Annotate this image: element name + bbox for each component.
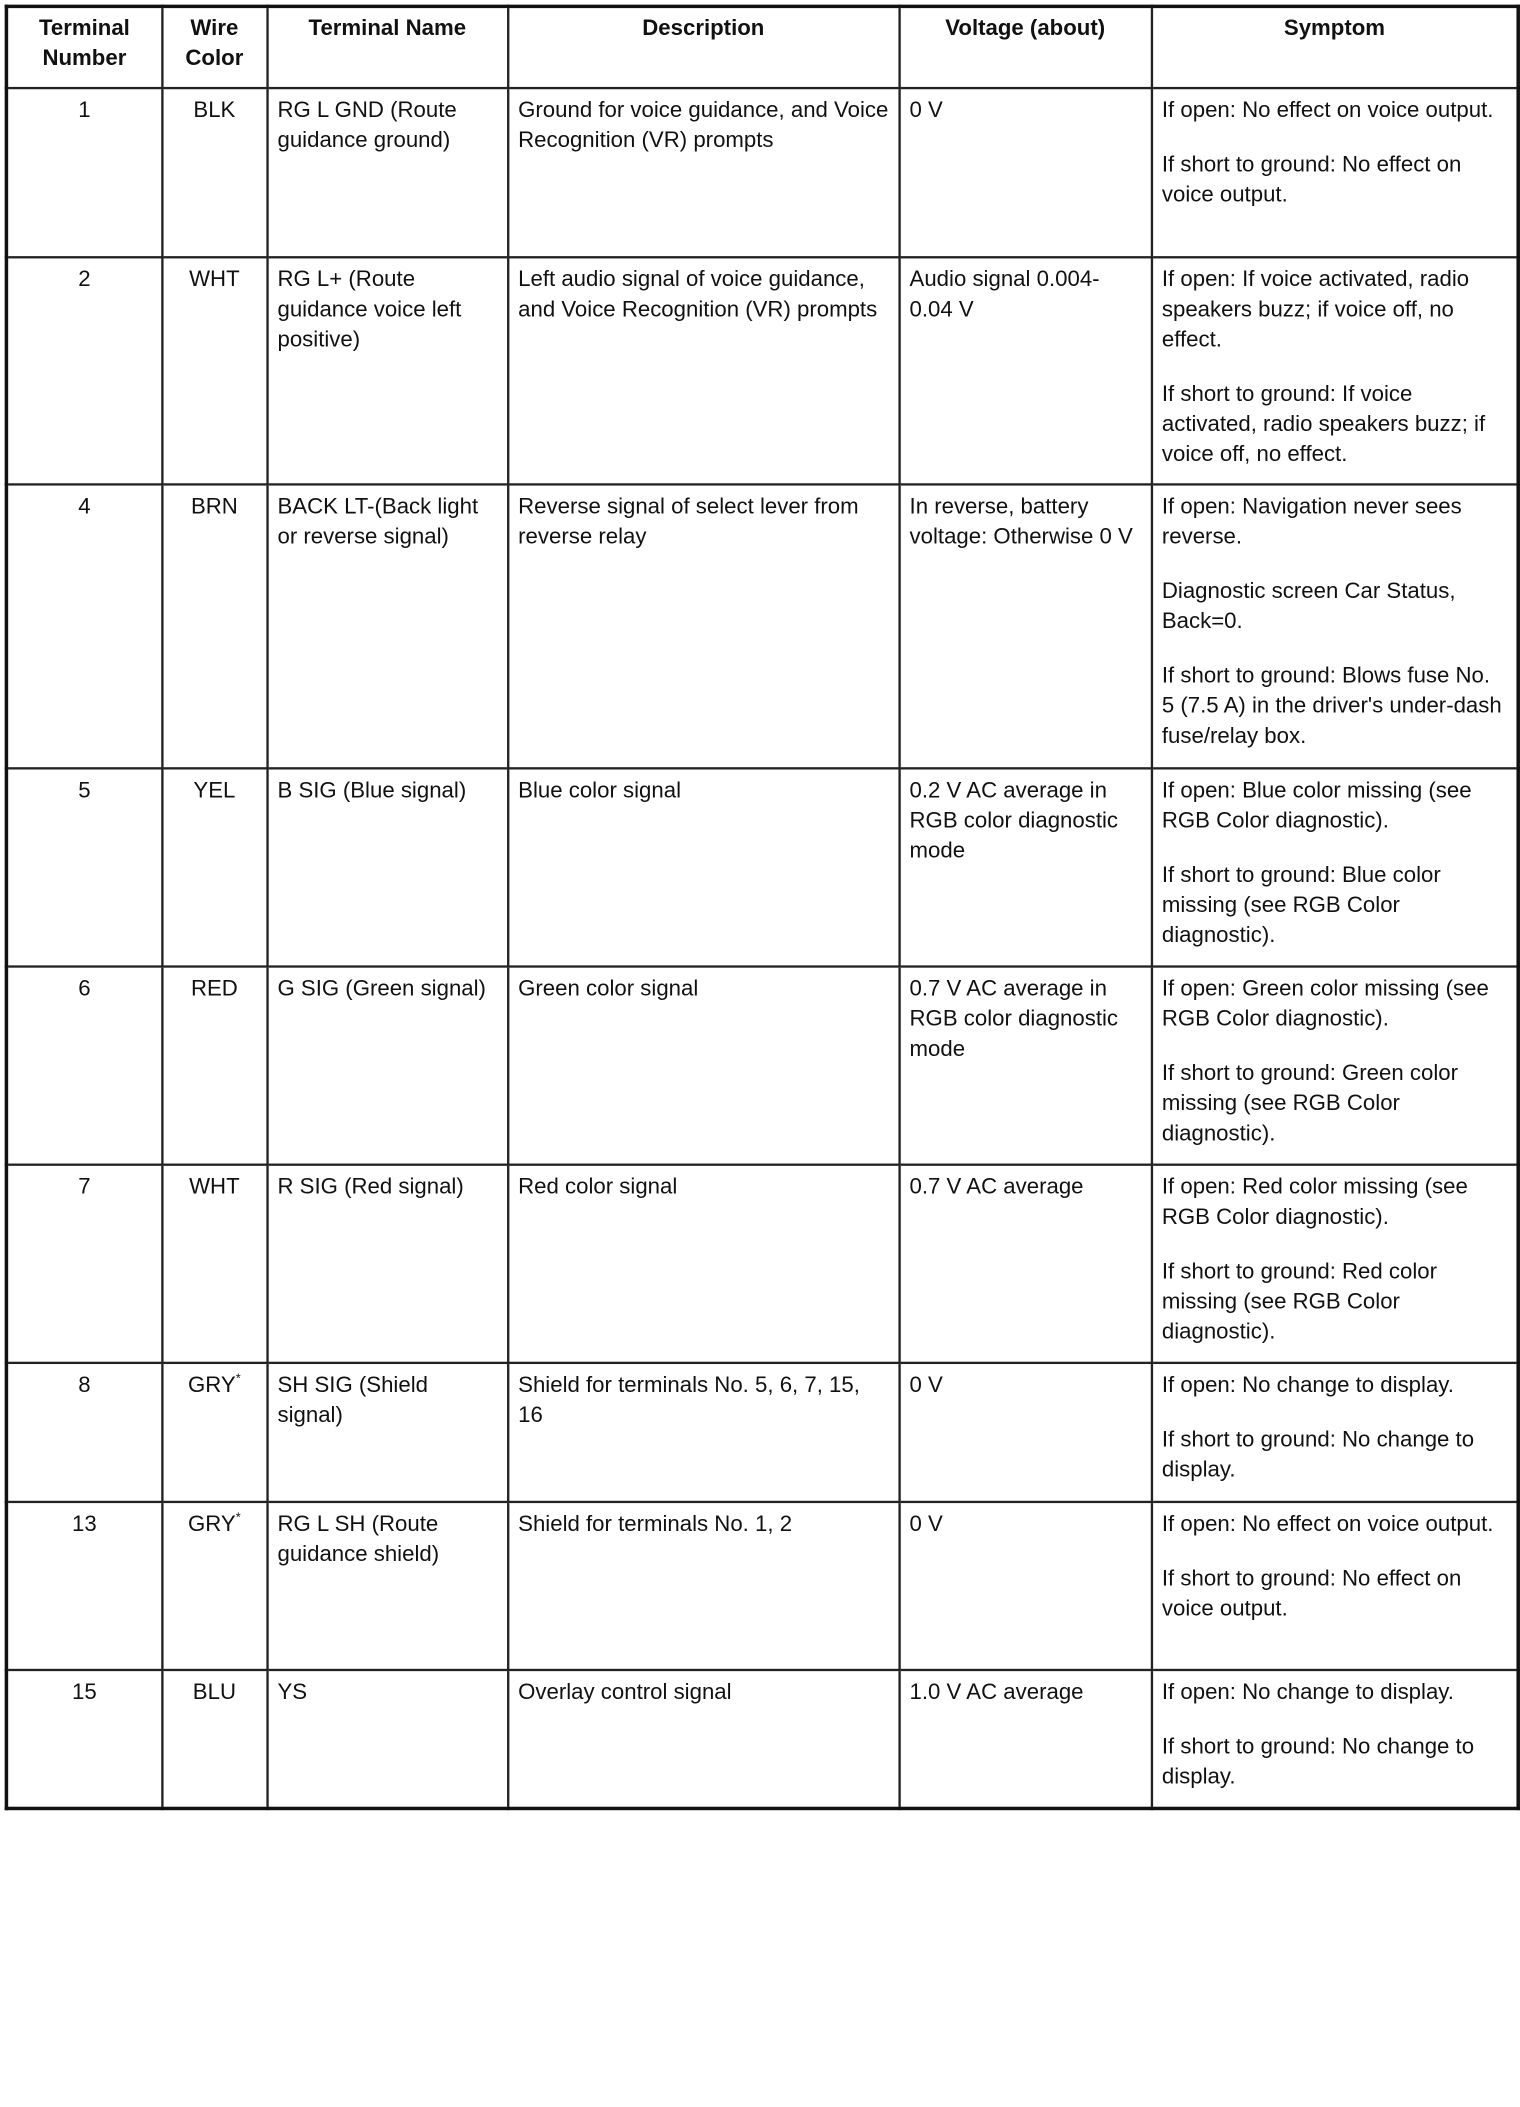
description-cell: Overlay control signal [508, 1669, 899, 1808]
description-cell: Green color signal [508, 966, 899, 1164]
wire-color-cell [162, 87, 267, 256]
header-symptom: Symptom [1151, 6, 1518, 87]
symptom-text: If short to ground: No effect on voice output. [1161, 152, 1462, 207]
table-row [6, 1362, 1518, 1501]
description-cell: Left audio signal of voice guidance, and Voice Recognition (VR) prompts [508, 257, 899, 484]
symptom-text: If open: Blue color missing (see RGB Color diagnostic). [1161, 778, 1472, 833]
terminal-number-cell: 1 [6, 87, 161, 256]
terminal-number-cell: 13 [6, 1501, 161, 1669]
wire-color-text: BLU [192, 1679, 236, 1705]
description-cell: Ground for voice guidance, and Voice Recognition (VR) prompts [508, 87, 899, 256]
voltage-cell: In reverse, battery voltage: Otherwise 0 V [899, 484, 1151, 768]
symptom-text: If short to ground: Blue color missing (see RGB Color diagnostic). [1161, 862, 1441, 948]
wire-color-cell [162, 966, 267, 1164]
header-wire-color: Wire Color [162, 6, 267, 87]
symptom-text: If open: Red color missing (see RGB Color diagnostic). [1161, 1174, 1468, 1230]
symptom-text: If open: No change to display. [1161, 1679, 1454, 1705]
terminal-number-cell: 8 [6, 1362, 161, 1501]
terminal-name-cell: R SIG (Red signal) [267, 1164, 508, 1362]
voltage-cell: 0 V [899, 87, 1151, 256]
symptom-cell [1151, 966, 1518, 1164]
wire-color-text: YEL [193, 778, 236, 803]
wire-color-cell [162, 484, 267, 768]
symptom-text: If short to ground: No change to display. [1161, 1734, 1475, 1789]
description-cell: Red color signal [508, 1164, 899, 1362]
table-row [6, 1501, 1518, 1669]
symptom-text: If open: No effect on voice output. [1161, 97, 1494, 123]
terminal-name-cell: BACK LT-(Back light or reverse signal) [267, 484, 508, 768]
table-row [6, 768, 1518, 966]
voltage-cell: 0 V [899, 1362, 1151, 1501]
header-row [6, 6, 1518, 87]
wire-color-cell [162, 768, 267, 966]
symptom-text: If short to ground: If voice activated, radio speakers buzz; if voice off, no effect. [1161, 381, 1486, 467]
voltage-cell: 0.2 V AC average in RGB color diagnostic mode [899, 768, 1151, 966]
wire-color-cell [162, 257, 267, 484]
symptom-text: If short to ground: Green color missing (see RGB Color diagnostic). [1161, 1060, 1459, 1146]
wire-color-cell [162, 1362, 267, 1501]
terminal-name-cell: B SIG (Blue signal) [267, 768, 508, 966]
description-cell: Shield for terminals No. 5, 6, 7, 15, 16 [508, 1362, 899, 1501]
symptom-text: If open: Navigation never sees reverse. [1161, 494, 1462, 549]
header-terminal-name: Terminal Name [267, 6, 508, 87]
voltage-cell: Audio signal 0.004-0.04 V [899, 257, 1151, 484]
symptom-text: If open: No change to display. [1161, 1372, 1454, 1398]
symptom-text: If short to ground: Red color missing (see RGB Color diagnostic). [1161, 1259, 1438, 1344]
wire-color-text: WHT [189, 1174, 240, 1199]
terminal-name-cell: RG L SH (Route guidance shield) [267, 1501, 508, 1669]
wire-color-text: RED [190, 976, 238, 1001]
terminal-table [5, 5, 1520, 1811]
symptom-cell [1151, 87, 1518, 256]
symptom-cell [1151, 257, 1518, 484]
header-description: Description [508, 6, 899, 87]
table-row [6, 1669, 1518, 1808]
voltage-cell: 0 V [899, 1501, 1151, 1669]
voltage-cell: 1.0 V AC average [899, 1669, 1151, 1808]
table-row [6, 484, 1518, 768]
wire-color-cell [162, 1669, 267, 1808]
symptom-cell [1151, 1164, 1518, 1362]
terminal-number-cell: 2 [6, 257, 161, 484]
description-cell: Blue color signal [508, 768, 899, 966]
symptom-cell [1151, 484, 1518, 768]
symptom-text: If short to ground: Blows fuse No. 5 (7.5 A) in the driver's under-dash fuse/relay box. [1161, 663, 1502, 749]
table-body [6, 87, 1518, 1808]
terminal-number-cell: 6 [6, 966, 161, 1164]
symptom-text: If open: If voice activated, radio speakers buzz; if voice off, no effect. [1161, 267, 1470, 352]
wire-color-text: GRY [188, 1372, 236, 1398]
terminal-number-cell: 7 [6, 1164, 161, 1362]
wire-color-footnote-mark: * [235, 1510, 241, 1525]
symptom-text: Diagnostic screen Car Status, Back=0. [1161, 578, 1456, 634]
voltage-cell: 0.7 V AC average in RGB color diagnostic mode [899, 966, 1151, 1164]
header-voltage: Voltage (about) [899, 6, 1151, 87]
description-cell: Shield for terminals No. 1, 2 [508, 1501, 899, 1669]
symptom-cell [1151, 768, 1518, 966]
table-row [6, 87, 1518, 256]
terminal-number-cell: 4 [6, 484, 161, 768]
wire-color-text: BLK [193, 97, 236, 123]
symptom-text: If open: No effect on voice output. [1161, 1511, 1494, 1537]
terminal-number-cell: 15 [6, 1669, 161, 1808]
symptom-text: If short to ground: No change to display. [1161, 1427, 1475, 1482]
wire-color-footnote-mark: * [235, 1371, 241, 1386]
terminal-number-cell: 5 [6, 768, 161, 966]
header-terminal-number: Terminal Number [6, 6, 161, 87]
voltage-cell: 0.7 V AC average [899, 1164, 1151, 1362]
description-cell: Reverse signal of select lever from reverse relay [508, 484, 899, 768]
symptom-cell [1151, 1501, 1518, 1669]
wire-color-text: BRN [190, 494, 238, 519]
symptom-cell [1151, 1669, 1518, 1808]
terminal-name-cell: YS [267, 1669, 508, 1808]
terminal-name-cell: SH SIG (Shield signal) [267, 1362, 508, 1501]
wire-color-cell [162, 1164, 267, 1362]
wire-color-cell [162, 1501, 267, 1669]
wire-color-text: GRY [188, 1511, 236, 1537]
symptom-text: If short to ground: No effect on voice output. [1161, 1566, 1462, 1621]
table-row [6, 1164, 1518, 1362]
table-row [6, 257, 1518, 484]
terminal-name-cell: G SIG (Green signal) [267, 966, 508, 1164]
symptom-text: If open: Green color missing (see RGB Color diagnostic). [1161, 976, 1489, 1031]
terminal-name-cell: RG L+ (Route guidance voice left positive) [267, 257, 508, 484]
wire-color-text: WHT [189, 267, 240, 292]
terminal-name-cell: RG L GND (Route guidance ground) [267, 87, 508, 256]
table-row [6, 966, 1518, 1164]
symptom-cell [1151, 1362, 1518, 1501]
